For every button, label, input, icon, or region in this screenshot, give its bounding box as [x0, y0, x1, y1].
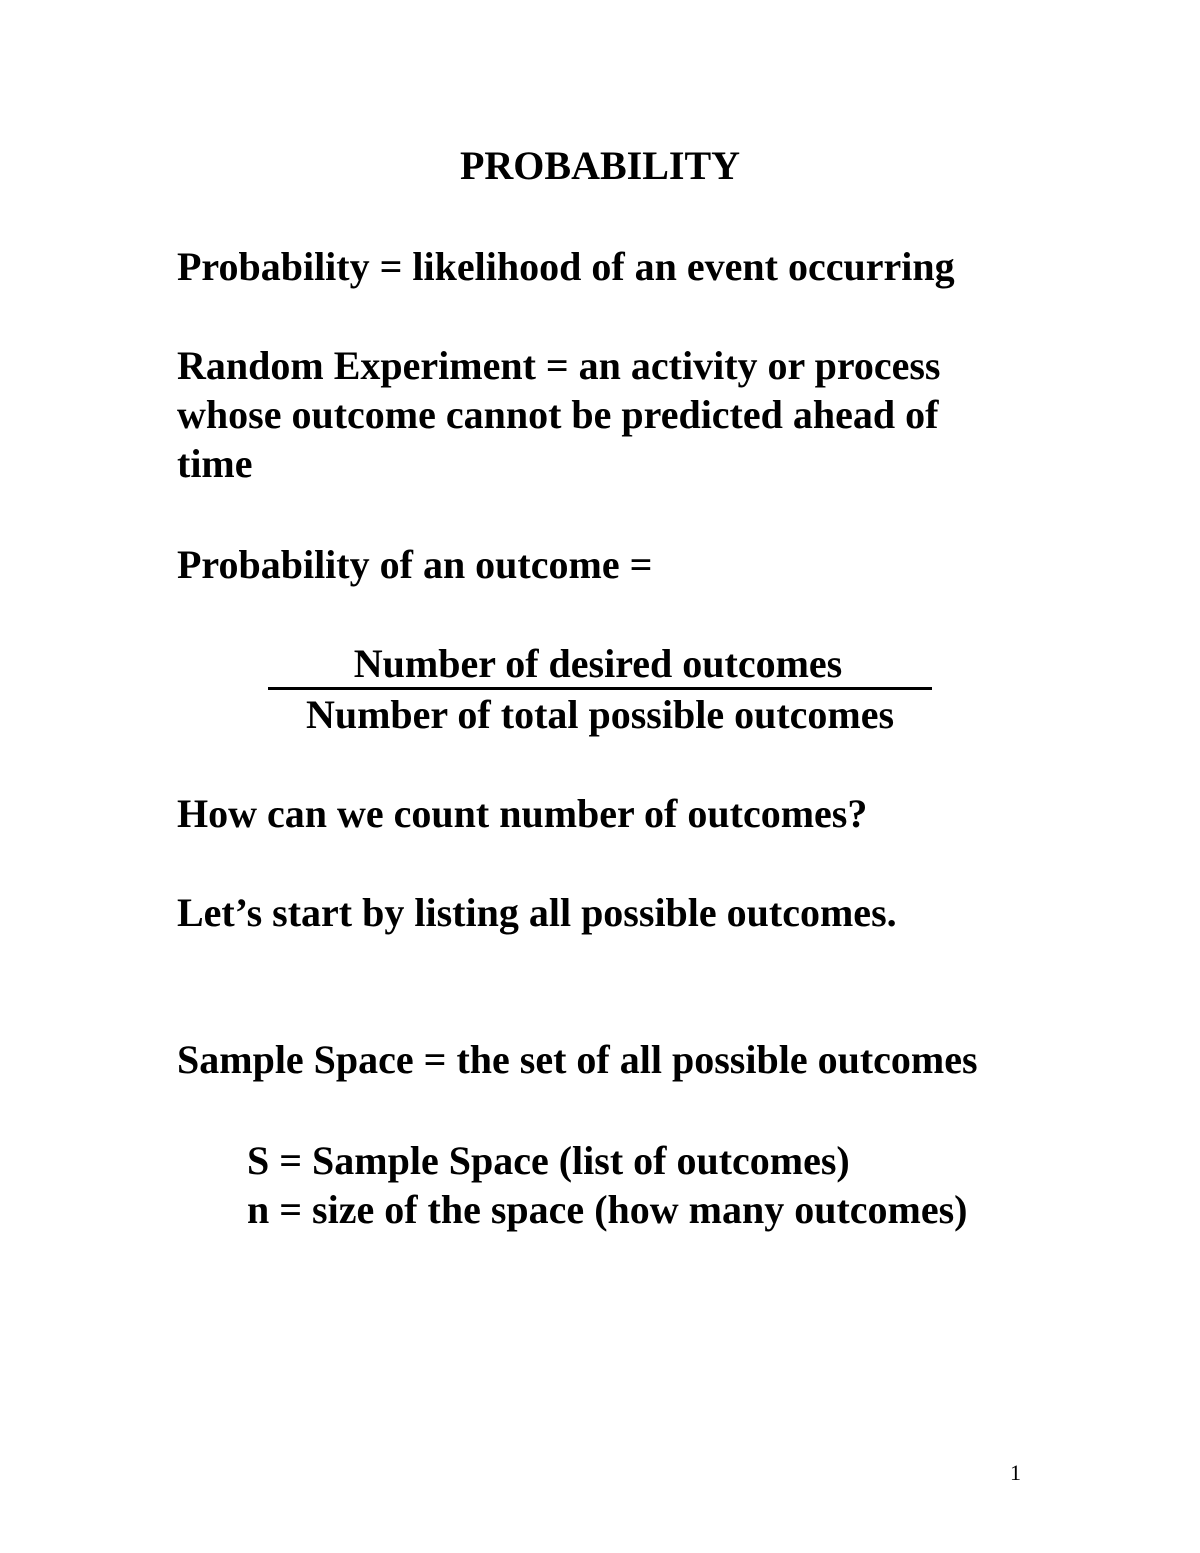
probability-fraction	[268, 641, 932, 740]
fraction-numerator: Number of desired outcomes	[353, 641, 843, 686]
page-number: 1	[1010, 1460, 1021, 1485]
probability-definition: Probability = likelihood of an event occurring	[177, 244, 955, 289]
counting-question: How can we count number of outcomes?	[177, 791, 868, 836]
probability-of-outcome-label: Probability of an outcome =	[177, 542, 653, 587]
listing-statement: Let’s start by listing all possible outcomes.	[177, 890, 897, 935]
sample-space-definition: Sample Space = the set of all possible outcomes	[177, 1037, 978, 1082]
sample-space-s-line: S = Sample Space (list of outcomes)	[247, 1138, 850, 1183]
random-experiment-line-1: Random Experiment = an activity or process	[177, 343, 941, 388]
sample-space-n-line: n = size of the space (how many outcomes)	[247, 1187, 968, 1232]
fraction-denominator: Number of total possible outcomes	[305, 692, 895, 737]
random-experiment-line-3: time	[177, 441, 253, 486]
random-experiment-line-2: whose outcome cannot be predicted ahead of	[177, 392, 939, 437]
page-title: PROBABILITY	[459, 143, 741, 188]
